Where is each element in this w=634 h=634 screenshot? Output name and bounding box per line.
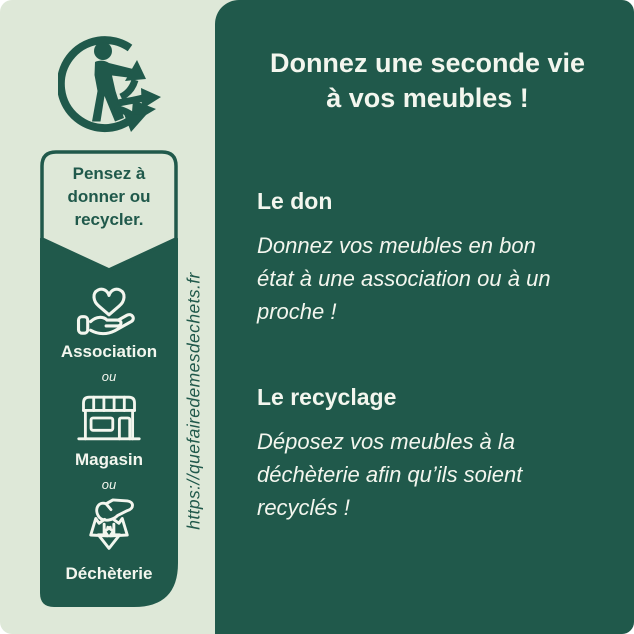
option-label-dechèterie: Déchèterie	[65, 564, 153, 583]
separator-ou: ou	[101, 477, 117, 492]
banner-options	[40, 278, 178, 584]
section-body-don: Donnez vos meubles en bon état à une association ou à un proche !	[257, 233, 551, 325]
title-line-1: Donnez une seconde vie	[269, 48, 586, 78]
waste-sorting-icon	[74, 498, 144, 560]
heart-in-hand-icon	[76, 278, 142, 338]
page-title	[249, 46, 606, 116]
donation-banner	[40, 150, 178, 607]
banner-headline: Pensez à donner ou recycler.	[67, 164, 151, 229]
title-line-2: à vos meubles !	[326, 83, 529, 114]
option-label-magasin: Magasin	[74, 450, 144, 469]
triman-recycling-logo-icon	[58, 30, 164, 136]
section-recyclage	[257, 384, 598, 524]
section-body-recyclage: Déposez vos meubles à la déchèterie afin qu’ils soient recyclés !	[257, 429, 523, 521]
info-panel	[215, 0, 634, 634]
option-label-association: Association	[60, 342, 158, 361]
separator-ou: ou	[101, 369, 117, 384]
storefront-icon	[75, 390, 143, 446]
section-heading-recyclage: Le recyclage	[257, 384, 397, 411]
website-url: https://quefairedemesdechets.fr	[183, 272, 204, 530]
section-heading-don: Le don	[257, 188, 333, 215]
section-don	[257, 188, 598, 328]
